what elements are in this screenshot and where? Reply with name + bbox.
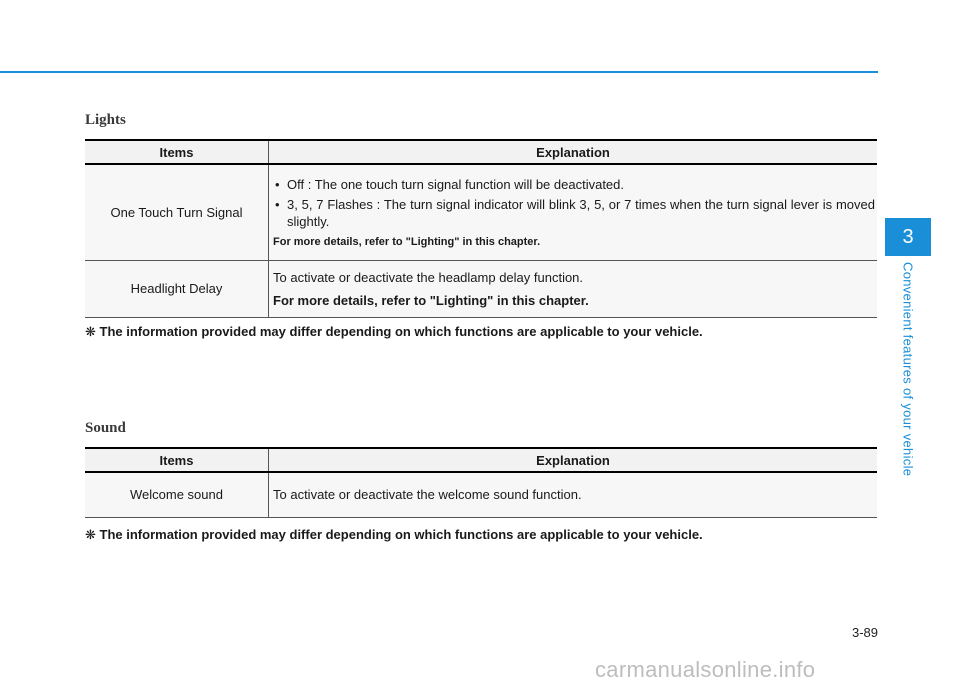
page-number: 3-89 [851, 625, 878, 640]
footnote-mark: ❋ [85, 527, 96, 542]
footnote-mark: ❋ [85, 324, 96, 339]
header-items: Items [85, 448, 269, 472]
table-row [85, 260, 877, 317]
lights-footnote [85, 324, 703, 340]
explanation-text: To activate or deactivate the welcome sound function. [269, 472, 878, 517]
explanation-cell [269, 260, 878, 317]
table-header-row [85, 140, 877, 164]
bullet-dot: • [275, 177, 280, 193]
lights-section-title: Lights [85, 112, 126, 128]
bullet-text: 3, 5, 7 Flashes : The turn signal indicator will blink 3, 5, or 7 times when the turn signal lever is moved slightly. [287, 197, 875, 230]
sound-section-title: Sound [85, 420, 126, 436]
chapter-title-vertical [885, 262, 931, 492]
bullet-dot: • [275, 197, 280, 213]
chapter-title: Convenient features of your vehicle [900, 262, 916, 477]
lights-table [85, 139, 877, 318]
details-note: For more details, refer to "Lighting" in this chapter. [273, 292, 589, 308]
header-explanation: Explanation [269, 140, 878, 164]
bullet-list [273, 176, 877, 230]
table-row [85, 164, 877, 260]
header-explanation: Explanation [269, 448, 878, 472]
bullet-text: Off : The one touch turn signal function will be deactivated. [287, 177, 625, 193]
header-items: Items [85, 140, 269, 164]
list-item [273, 176, 877, 193]
chapter-number-tab: 3 [885, 218, 931, 256]
footnote-text: The information provided may differ depending on which functions are applicable to your vehicle. [99, 527, 703, 542]
sound-footnote [85, 527, 703, 543]
details-note: For more details, refer to "Lighting" in this chapter. [273, 236, 541, 249]
list-item [273, 196, 877, 230]
item-welcome-sound: Welcome sound [85, 472, 269, 517]
item-one-touch-turn-signal: One Touch Turn Signal [85, 164, 269, 260]
explanation-text: To activate or deactivate the headlamp delay function. [273, 269, 584, 285]
sound-table [85, 447, 877, 518]
item-headlight-delay: Headlight Delay [85, 260, 269, 317]
top-rule [0, 71, 878, 73]
watermark: carmanualsonline.info [595, 657, 816, 682]
explanation-cell [269, 164, 878, 260]
table-header-row [85, 448, 877, 472]
footnote-text: The information provided may differ depending on which functions are applicable to your vehicle. [99, 324, 703, 339]
table-row [85, 472, 877, 517]
